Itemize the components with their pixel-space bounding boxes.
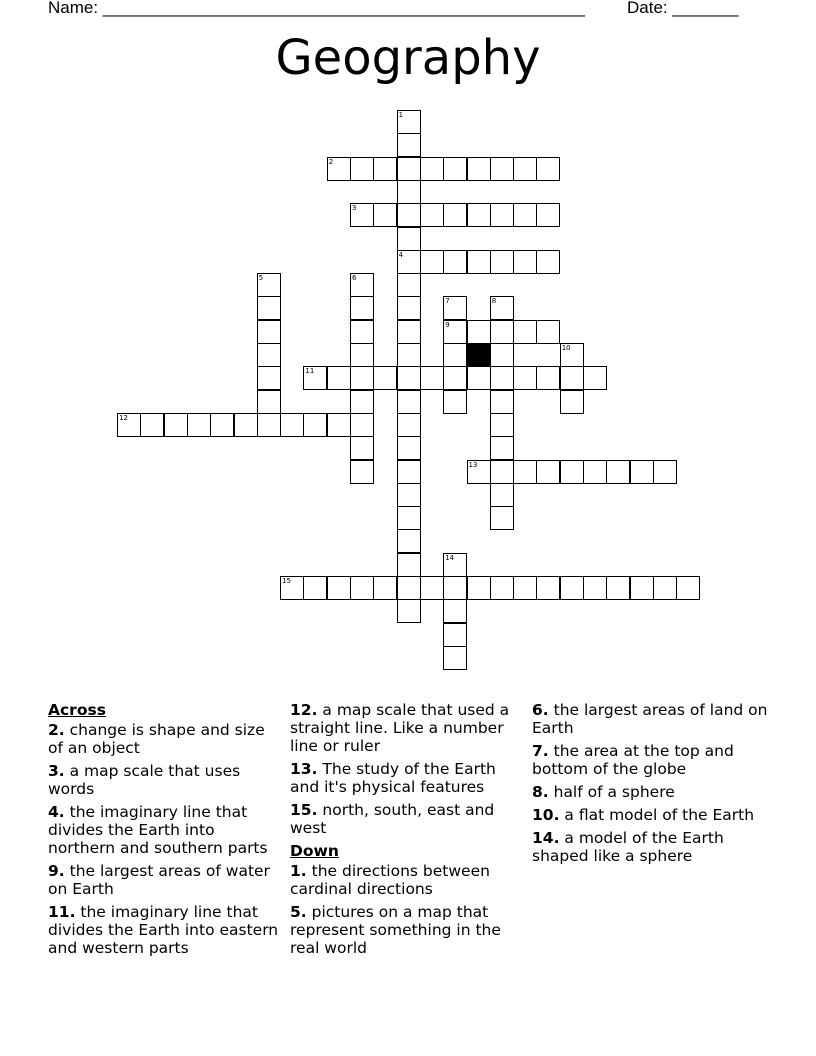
clue-item [290,903,526,957]
clue-text: the largest areas of land on Earth [532,701,768,737]
grid-cell[interactable] [257,320,281,344]
grid-cell[interactable] [420,157,444,181]
clue-text: the imaginary line that divides the Earth into northern and southern parts [48,803,268,857]
grid-cell[interactable] [443,157,467,181]
grid-cell[interactable] [513,157,537,181]
grid-cell[interactable] [397,203,421,227]
grid-cell[interactable] [467,320,491,344]
grid-cell[interactable] [210,413,234,437]
clue-number: 15 [282,577,292,585]
grid-cell[interactable] [397,180,421,204]
clue-item [48,762,284,798]
clue-column-1 [48,701,284,962]
grid-cell[interactable] [443,366,467,390]
clue-item [48,721,284,757]
grid-cell[interactable] [397,366,421,390]
clue-item [532,701,768,737]
grid-cell[interactable] [536,157,560,181]
clue-number: 4 [398,250,404,259]
clue-text: a flat model of the Earth [559,806,755,824]
grid-cell[interactable] [536,250,560,274]
grid-cell-blocked [467,343,491,367]
page-title: Geography [275,30,541,86]
clue-item [290,760,526,796]
grid-cell[interactable] [280,576,304,600]
grid-cell[interactable] [536,203,560,227]
grid-cell[interactable] [443,390,467,414]
grid-cell[interactable] [560,390,584,414]
clue-num: 7. [532,742,549,760]
grid-cell[interactable] [606,576,630,600]
grid-cell[interactable] [513,203,537,227]
clue-num: 14. [532,829,560,847]
grid-cell[interactable] [536,366,560,390]
grid-cell[interactable] [443,250,467,274]
grid-cell[interactable] [397,506,421,530]
grid-cell[interactable] [443,203,467,227]
grid-cell[interactable] [397,227,421,251]
grid-cell[interactable] [536,576,560,600]
grid-cell[interactable] [490,483,514,507]
grid-cell[interactable] [490,460,514,484]
clue-column-2 [290,701,526,962]
grid-cell[interactable] [187,413,211,437]
clue-item [48,803,284,857]
grid-cell[interactable] [327,366,351,390]
clue-num: 13. [290,760,318,778]
grid-cell[interactable] [303,576,327,600]
grid-cell[interactable] [560,576,584,600]
grid-cell[interactable] [303,366,327,390]
grid-cell[interactable] [490,366,514,390]
grid-cell[interactable] [373,576,397,600]
clue-number: 1 [398,111,404,119]
grid-cell[interactable] [443,646,467,670]
grid-cell[interactable] [560,343,584,367]
clue-num: 10. [532,806,560,824]
grid-cell[interactable] [653,460,677,484]
clue-text: a map scale that uses words [48,762,241,798]
grid-cell[interactable] [420,203,444,227]
grid-cell[interactable] [117,413,141,437]
grid-cell[interactable] [536,320,560,344]
clue-num: 4. [48,803,65,821]
clue-text: change is shape and size of an object [48,721,265,757]
grid-cell[interactable] [513,250,537,274]
clue-item [48,903,284,957]
clue-item [290,862,526,898]
clue-text: a model of the Earth shaped like a sphere [532,829,724,865]
grid-cell[interactable] [373,366,397,390]
grid-cell[interactable] [467,157,491,181]
clue-num: 8. [532,783,549,801]
grid-cell[interactable] [606,460,630,484]
grid-cell[interactable] [443,320,467,344]
grid-cell[interactable] [653,576,677,600]
grid-cell[interactable] [397,296,421,320]
clue-number: 5 [258,274,264,283]
grid-cell[interactable] [397,157,421,181]
clue-text: pictures on a map that represent something in the real world [290,903,501,957]
grid-cell[interactable] [583,460,607,484]
clue-text: the largest areas of water on Earth [48,862,270,898]
grid-cell[interactable] [490,576,514,600]
grid-cell[interactable] [397,529,421,553]
grid-cell[interactable] [397,599,421,623]
grid-cell[interactable] [397,483,421,507]
grid-cell[interactable] [350,343,374,367]
grid-cell[interactable] [257,390,281,414]
grid-cell[interactable] [373,203,397,227]
grid-cell[interactable] [536,460,560,484]
grid-cell[interactable] [490,436,514,460]
grid-cell[interactable] [327,157,351,181]
clue-text: the directions between cardinal directions [290,862,490,898]
clue-number: 12 [119,413,128,422]
clue-number: 8 [491,297,497,306]
grid-cell[interactable] [350,413,374,437]
grid-cell[interactable] [397,343,421,367]
clue-num: 3. [48,762,65,780]
grid-cell[interactable] [327,413,351,437]
grid-cell[interactable] [490,413,514,437]
clue-number: 13 [468,460,478,469]
grid-cell[interactable] [583,366,607,390]
across-heading: Across [48,701,106,719]
grid-cell[interactable] [467,460,491,484]
grid-cell[interactable] [397,576,421,600]
grid-cell[interactable] [467,366,491,390]
grid-cell[interactable] [490,343,514,367]
grid-cell[interactable] [350,296,374,320]
clue-text: half of a sphere [548,783,675,801]
grid-cell[interactable] [373,157,397,181]
grid-cell[interactable] [513,366,537,390]
grid-cell[interactable] [420,576,444,600]
grid-cell[interactable] [443,296,467,320]
grid-cell[interactable] [443,343,467,367]
clue-item [290,701,526,755]
grid-cell[interactable] [630,576,654,600]
grid-cell[interactable] [257,343,281,367]
down-heading: Down [290,842,339,860]
clue-number: 3 [352,204,357,213]
clue-num: 5. [290,903,307,921]
grid-cell[interactable] [280,413,304,437]
clue-item [48,862,284,898]
grid-cell[interactable] [350,460,374,484]
grid-cell[interactable] [513,320,537,344]
grid-cell[interactable] [257,273,281,297]
clue-number: 11 [305,367,315,376]
grid-cell[interactable] [140,413,164,437]
grid-cell[interactable] [397,436,421,460]
clue-text: The study of the Earth and it's physical features [290,760,496,796]
grid-cell[interactable] [490,390,514,414]
grid-cell[interactable] [397,110,421,134]
clue-num: 12. [290,701,318,719]
grid-cell[interactable] [327,576,351,600]
clue-number: 10 [561,344,571,352]
clue-num: 2. [48,721,65,739]
grid-cell[interactable] [443,599,467,623]
clue-text: the imaginary line that divides the Earth into eastern and western parts [48,903,279,957]
grid-cell[interactable] [630,460,654,484]
clue-num: 6. [532,701,549,719]
grid-cell[interactable] [350,436,374,460]
clue-num: 11. [48,903,76,921]
grid-cell[interactable] [397,250,421,274]
clue-item [532,829,768,865]
name-field: Name: ___________________________________________________ [48,0,585,17]
grid-cell[interactable] [350,203,374,227]
grid-cell[interactable] [676,576,700,600]
grid-cell[interactable] [490,250,514,274]
grid-cell[interactable] [490,157,514,181]
clue-text: north, south, east and west [290,801,495,837]
grid-cell[interactable] [560,460,584,484]
grid-cell[interactable] [397,460,421,484]
clue-item [532,783,768,801]
grid-cell[interactable] [467,576,491,600]
grid-cell[interactable] [443,553,467,577]
date-field: Date: _______ [627,0,739,17]
grid-cell[interactable] [490,506,514,530]
clue-number: 2 [328,157,334,166]
grid-cell[interactable] [257,366,281,390]
clue-item [532,742,768,778]
clue-number: 6 [352,274,357,283]
grid-cell[interactable] [443,623,467,647]
grid-cell[interactable] [257,296,281,320]
grid-cell[interactable] [490,203,514,227]
grid-cell[interactable] [350,366,374,390]
grid-cell[interactable] [397,390,421,414]
grid-cell[interactable] [350,390,374,414]
grid-cell[interactable] [234,413,258,437]
grid-cell[interactable] [467,203,491,227]
grid-cell[interactable] [490,320,514,344]
grid-cell[interactable] [513,576,537,600]
grid-cell[interactable] [257,413,281,437]
grid-cell[interactable] [420,250,444,274]
grid-cell[interactable] [467,250,491,274]
grid-cell[interactable] [397,273,421,297]
grid-cell[interactable] [513,460,537,484]
clue-column-3 [532,701,768,870]
grid-cell[interactable] [397,133,421,157]
grid-cell[interactable] [350,157,374,181]
grid-cell[interactable] [397,320,421,344]
grid-cell[interactable] [583,576,607,600]
clue-number: 7 [445,297,450,306]
grid-cell[interactable] [397,413,421,437]
clue-num: 9. [48,862,65,880]
clue-num: 15. [290,801,318,819]
grid-cell[interactable] [303,413,327,437]
clue-num: 1. [290,862,307,880]
grid-cell[interactable] [420,366,444,390]
grid-cell[interactable] [560,366,584,390]
grid-cell[interactable] [443,576,467,600]
clue-item [532,806,768,824]
grid-cell[interactable] [490,296,514,320]
grid-cell[interactable] [350,273,374,297]
grid-cell[interactable] [350,576,374,600]
grid-cell[interactable] [350,320,374,344]
clue-number: 14 [445,553,455,562]
grid-cell[interactable] [164,413,188,437]
clue-text: the area at the top and bottom of the globe [532,742,734,778]
clue-item [290,801,526,837]
grid-cell[interactable] [397,553,421,577]
clue-number: 9 [445,320,450,329]
clue-text: a map scale that used a straight line. Like a number line or ruler [290,701,510,755]
